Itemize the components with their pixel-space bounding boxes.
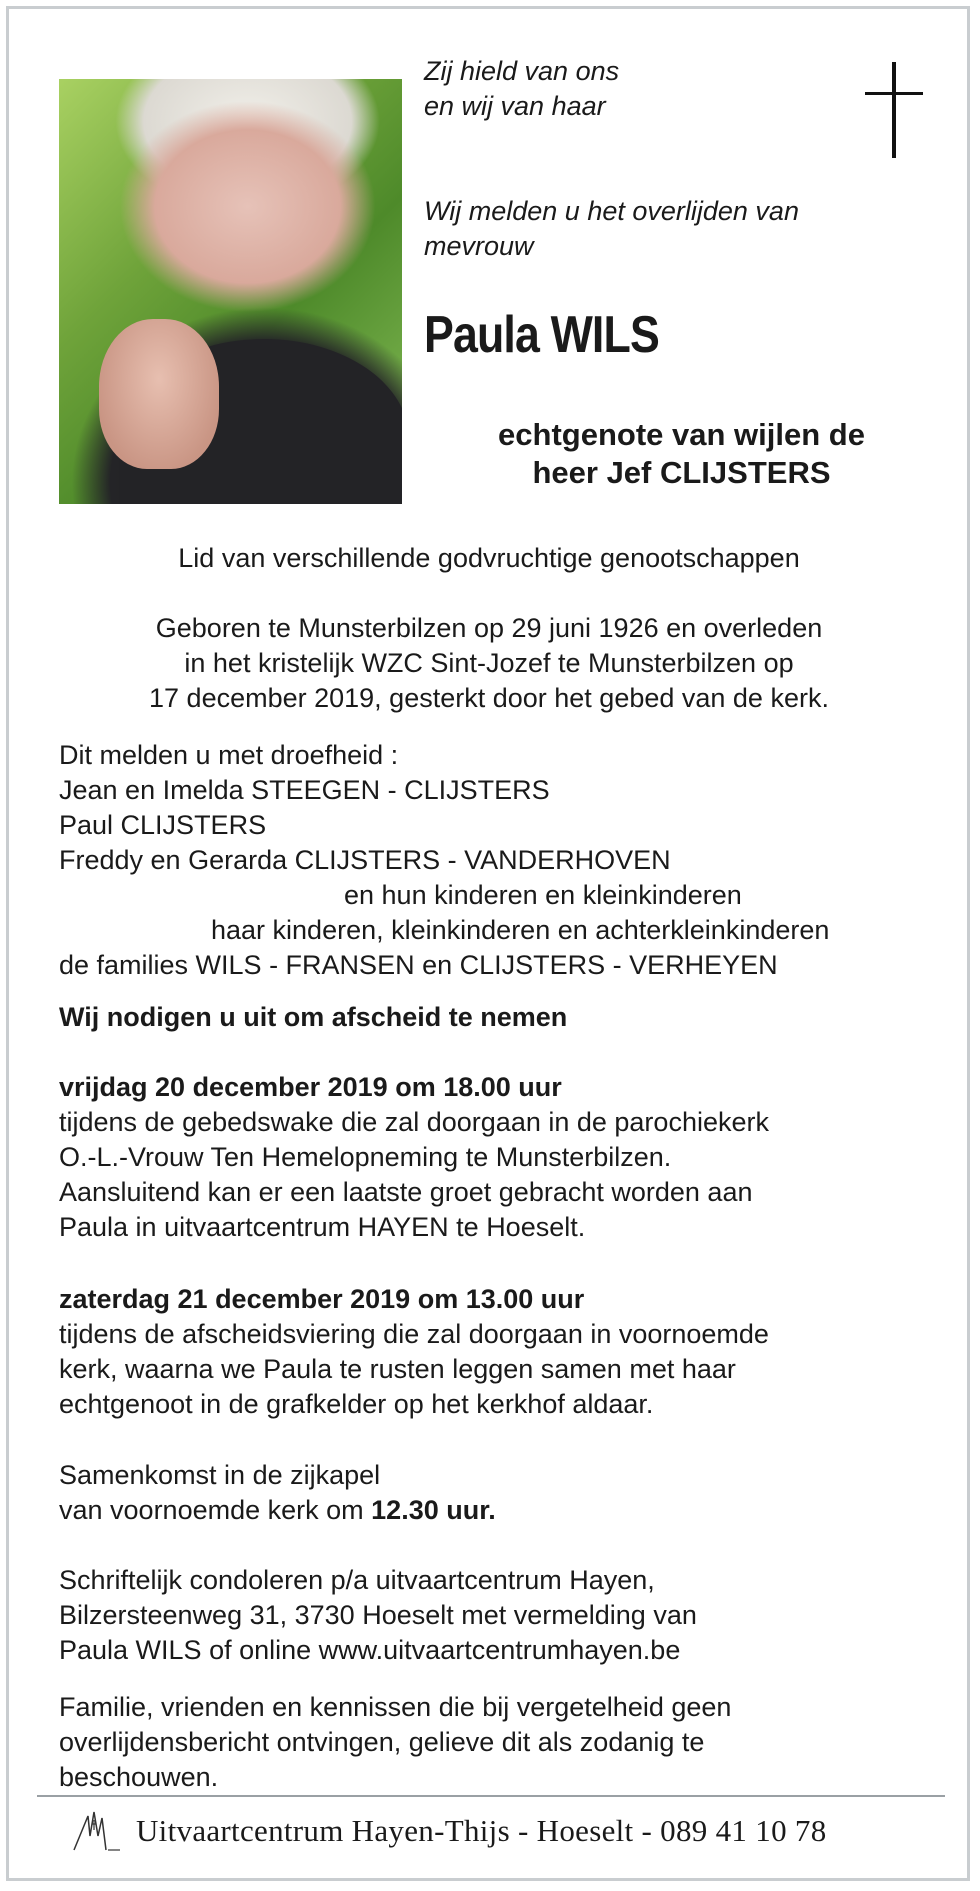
spouse-line: [424, 416, 939, 492]
motto-line: Zij hield van ons: [424, 56, 620, 86]
deceased-name: Paula WILS: [424, 306, 659, 364]
motto: [424, 54, 824, 124]
service-line: kerk, waarna we Paula te rusten leggen samen met haar: [59, 1354, 736, 1384]
funeral-home-logo-icon: [70, 1806, 124, 1854]
service-funeral: [59, 1282, 939, 1422]
family-member: Freddy en Gerarda CLIJSTERS - VANDERHOVEN: [59, 845, 671, 875]
family-member: Jean en Imelda STEEGEN - CLIJSTERS: [59, 775, 550, 805]
gathering-line: Samenkomst in de zijkapel: [59, 1460, 381, 1490]
spouse-text: heer Jef CLIJSTERS: [532, 455, 831, 490]
gathering-info: [59, 1458, 939, 1528]
condolence-line: Bilzersteenweg 31, 3730 Hoeselt met vermelding van: [59, 1600, 697, 1630]
family-children: en hun kinderen en kleinkinderen: [344, 880, 742, 910]
service-line: echtgenoot in de grafkelder op het kerkhof aldaar.: [59, 1389, 654, 1419]
cross-icon: [865, 62, 923, 158]
closing-line: overlijdensbericht ontvingen, gelieve dit als zodanig te: [59, 1727, 705, 1757]
birth-line: Geboren te Munsterbilzen op 29 juni 1926 en overleden: [155, 613, 823, 643]
family-member: Paul CLIJSTERS: [59, 810, 267, 840]
announcement-line: Wij melden u het overlijden van: [424, 196, 799, 226]
announcement-line: mevrouw: [424, 231, 534, 261]
membership: Lid van verschillende godvruchtige genootschappen: [178, 543, 800, 573]
service-line: tijdens de gebedswake die zal doorgaan in de parochiekerk: [59, 1107, 769, 1137]
service-line: Aansluitend kan er een laatste groet gebracht worden aan: [59, 1177, 753, 1207]
motto-line: en wij van haar: [424, 91, 606, 121]
footer-divider: [37, 1795, 945, 1797]
gathering-time: 12.30 uur.: [371, 1495, 496, 1525]
birth-line: 17 december 2019, gesterkt door het gebed van de kerk.: [149, 683, 829, 713]
spouse-text: echtgenote van wijlen de: [498, 417, 865, 452]
family-families: de families WILS - FRANSEN en CLIJSTERS - VERHEYEN: [59, 950, 778, 980]
invitation-heading: Wij nodigen u uit om afscheid te nemen: [59, 1002, 568, 1032]
service-line: tijdens de afscheidsviering die zal doorgaan in voornoemde: [59, 1319, 769, 1349]
announcement: [424, 194, 884, 264]
closing-line: Familie, vrienden en kennissen die bij vergetelheid geen: [59, 1692, 732, 1722]
condolence-line: Paula WILS of online www.uitvaartcentrumhayen.be: [59, 1635, 681, 1665]
service-line: O.-L.-Vrouw Ten Hemelopneming te Munsterbilzen.: [59, 1142, 672, 1172]
portrait-hand: [99, 319, 219, 469]
birth-death-info: [59, 611, 919, 716]
gathering-line: [59, 1493, 939, 1528]
family-list: [59, 738, 939, 983]
gathering-text: van voornoemde kerk om: [59, 1495, 372, 1525]
service-vigil: [59, 1070, 939, 1245]
funeral-home-footer: Uitvaartcentrum Hayen-Thijs - Hoeselt - 089 41 10 78: [136, 1813, 827, 1848]
portrait-photo: [59, 79, 402, 504]
closing-note: [59, 1690, 939, 1795]
condolences-info: [59, 1563, 939, 1668]
service-date: zaterdag 21 december 2019 om 13.00 uur: [59, 1284, 585, 1314]
family-intro: Dit melden u met droefheid :: [59, 740, 399, 770]
birth-line: in het kristelijk WZC Sint-Jozef te Munsterbilzen op: [184, 648, 794, 678]
family-grandchildren: haar kinderen, kleinkinderen en achterkleinkinderen: [211, 915, 830, 945]
service-date: vrijdag 20 december 2019 om 18.00 uur: [59, 1072, 562, 1102]
condolence-line: Schriftelijk condoleren p/a uitvaartcentrum Hayen,: [59, 1565, 655, 1595]
closing-line: beschouwen.: [59, 1762, 219, 1792]
service-line: Paula in uitvaartcentrum HAYEN te Hoeselt.: [59, 1212, 586, 1242]
